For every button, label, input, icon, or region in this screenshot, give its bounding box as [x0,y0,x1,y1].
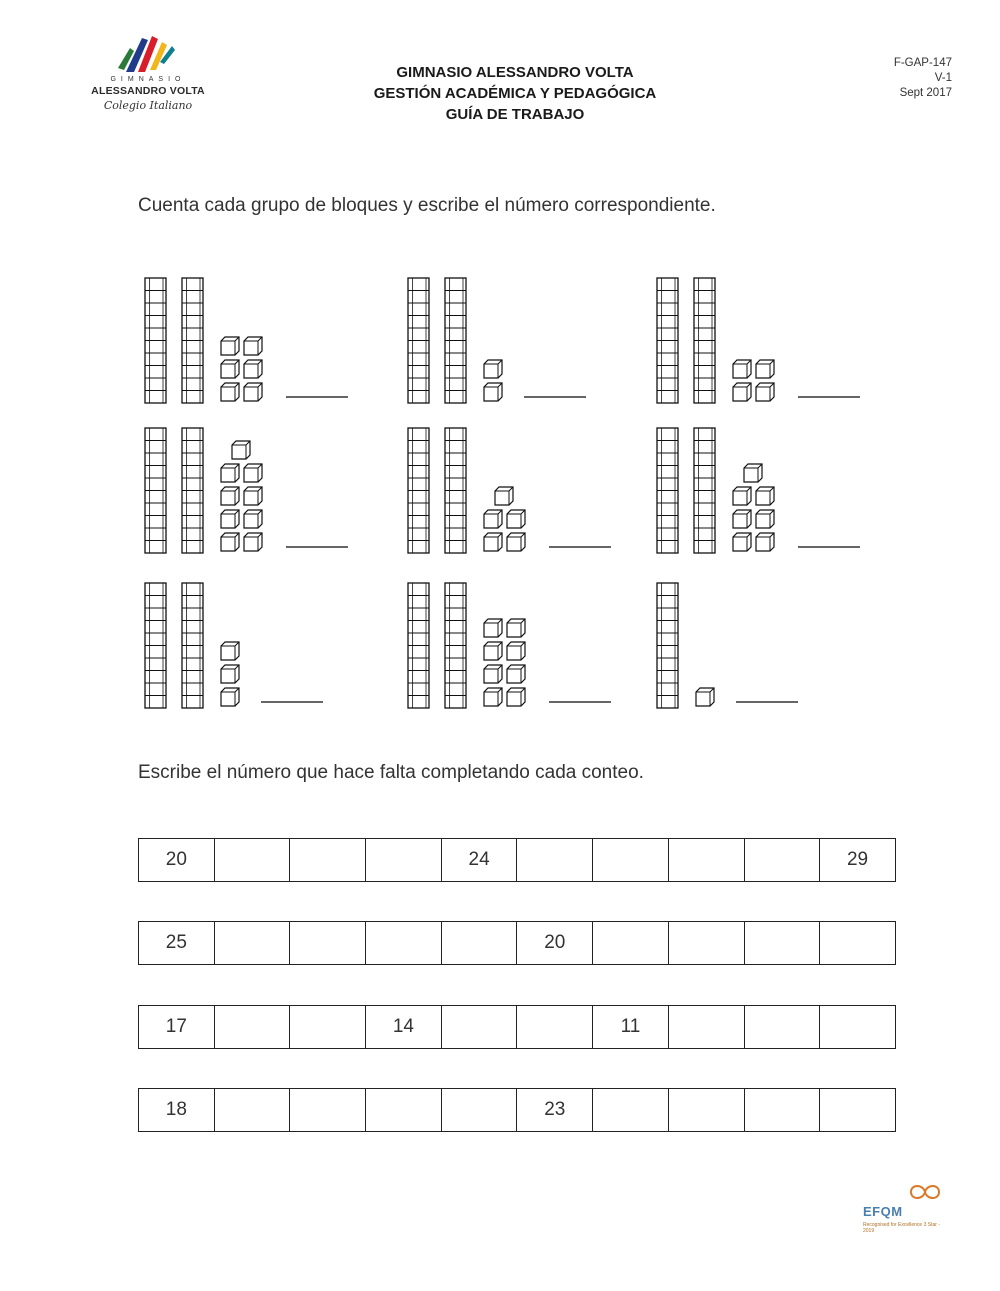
count-cell-blank[interactable] [744,922,820,965]
unit-cube [232,441,250,459]
unit-cube [244,464,262,482]
unit-cube [244,337,262,355]
count-cell-given: 11 [593,1006,669,1049]
count-cell-blank[interactable] [668,922,744,965]
ten-rod [657,278,678,403]
unit-cube [507,533,525,551]
unit-cube [756,383,774,401]
counting-row-1 [138,838,896,882]
block-group [657,583,798,708]
ten-rod [694,428,715,553]
count-cell-blank[interactable] [744,839,820,882]
doc-code-date: Sept 2017 [899,87,952,99]
unit-cube [756,360,774,378]
unit-cube [484,665,502,683]
ten-rod [408,583,429,708]
unit-cube [221,642,239,660]
count-cell-blank[interactable] [441,1089,517,1132]
counting-row-2 [138,921,896,965]
block-group [145,428,348,553]
counting-row-4 [138,1088,896,1132]
ten-rod [182,428,203,553]
count-cell-blank[interactable] [290,839,366,882]
unit-cube [733,360,751,378]
count-cell-given: 23 [517,1089,593,1132]
efqm-label: EFQM [863,1204,903,1219]
count-cell-blank[interactable] [820,1006,896,1049]
count-cell-given: 24 [441,839,517,882]
count-cell-blank[interactable] [366,922,442,965]
header-title-2: GESTIÓN ACADÉMICA Y PEDAGÓGICA [373,85,657,102]
efqm-small-text: Recognised for Excellence 3 Star - 2019 [863,1222,940,1234]
unit-cube [507,688,525,706]
unit-cube [221,383,239,401]
header-title-3: GUÍA DE TRABAJO [445,106,585,123]
efqm-infinity-icon [907,1182,943,1202]
count-cell-given: 20 [517,922,593,965]
unit-cube [244,383,262,401]
count-cell-blank[interactable] [214,922,290,965]
doc-code-id: F-GAP-147 [893,57,952,69]
ten-rod [182,583,203,708]
ten-rod [694,278,715,403]
exercise2-instruction: Escribe el número que hace falta completando cada conteo. [138,762,644,783]
count-cell-given: 17 [139,1006,215,1049]
unit-cube [744,464,762,482]
count-cell-blank[interactable] [593,1089,669,1132]
count-cell-given: 25 [139,922,215,965]
count-cell-blank[interactable] [441,922,517,965]
count-cell-blank[interactable] [668,839,744,882]
unit-cube [221,337,239,355]
unit-cube [221,510,239,528]
logo-subtitle: Colegio Italiano [103,99,193,112]
unit-cube [484,510,502,528]
ten-rod [145,428,166,553]
unit-cube [484,688,502,706]
exercise1-instruction: Cuenta cada grupo de bloques y escribe el número correspondiente. [138,195,716,216]
unit-cube [221,487,239,505]
unit-cube [507,665,525,683]
ten-rod [145,278,166,403]
unit-cube [733,487,751,505]
unit-cube [221,464,239,482]
counting-row-3 [138,1005,896,1049]
count-cell-given: 29 [820,839,896,882]
count-cell-blank[interactable] [820,1089,896,1132]
unit-cube [221,665,239,683]
unit-cube [244,533,262,551]
block-group [145,278,348,403]
count-cell-blank[interactable] [290,1089,366,1132]
unit-cube [756,510,774,528]
unit-cube [507,619,525,637]
unit-cube [244,360,262,378]
block-group [145,583,323,708]
doc-code-version: V-1 [934,72,952,84]
count-cell-blank[interactable] [593,839,669,882]
ten-rod [445,278,466,403]
count-cell-blank[interactable] [290,922,366,965]
block-group [657,428,860,553]
ten-rod [445,428,466,553]
unit-cube [244,510,262,528]
unit-cube [221,688,239,706]
unit-cube [756,533,774,551]
count-cell-given: 20 [139,839,215,882]
unit-cube [507,642,525,660]
unit-cube [733,533,751,551]
block-group [408,583,611,708]
unit-cube [484,533,502,551]
count-cell-blank[interactable] [668,1089,744,1132]
count-cell-blank[interactable] [517,1006,593,1049]
ten-rod [657,583,678,708]
count-cell-blank[interactable] [744,1006,820,1049]
ten-rod [445,583,466,708]
block-group [657,278,860,403]
count-cell-given: 14 [366,1006,442,1049]
unit-cube [484,619,502,637]
count-cell-blank[interactable] [214,1006,290,1049]
count-cell-blank[interactable] [366,1089,442,1132]
count-cell-blank[interactable] [366,839,442,882]
count-cell-blank[interactable] [517,839,593,882]
header-title-1: GIMNASIO ALESSANDRO VOLTA [396,64,634,81]
count-cell-blank[interactable] [744,1089,820,1132]
ten-rod [408,278,429,403]
ten-rod [182,278,203,403]
count-cell-blank[interactable] [290,1006,366,1049]
logo-small-text: GIMNASIO [110,76,186,83]
unit-cube [733,510,751,528]
count-cell-blank[interactable] [441,1006,517,1049]
count-cell-blank[interactable] [214,1089,290,1132]
efqm-badge [855,1176,950,1242]
unit-cube [733,383,751,401]
unit-cube [756,487,774,505]
count-cell-given: 18 [139,1089,215,1132]
count-cell-blank[interactable] [593,922,669,965]
unit-cube [484,642,502,660]
ten-rod [408,428,429,553]
logo-name: ALESSANDRO VOLTA [91,85,205,97]
count-cell-blank[interactable] [214,839,290,882]
unit-cube [484,360,502,378]
block-group [408,428,611,553]
unit-cube [495,487,513,505]
unit-cube [484,383,502,401]
count-cell-blank[interactable] [820,922,896,965]
unit-cube [696,688,714,706]
unit-cube [507,510,525,528]
block-group [408,278,586,403]
count-cell-blank[interactable] [668,1006,744,1049]
unit-cube [244,487,262,505]
ten-rod [145,583,166,708]
unit-cube [221,533,239,551]
unit-cube [221,360,239,378]
ten-rod [657,428,678,553]
